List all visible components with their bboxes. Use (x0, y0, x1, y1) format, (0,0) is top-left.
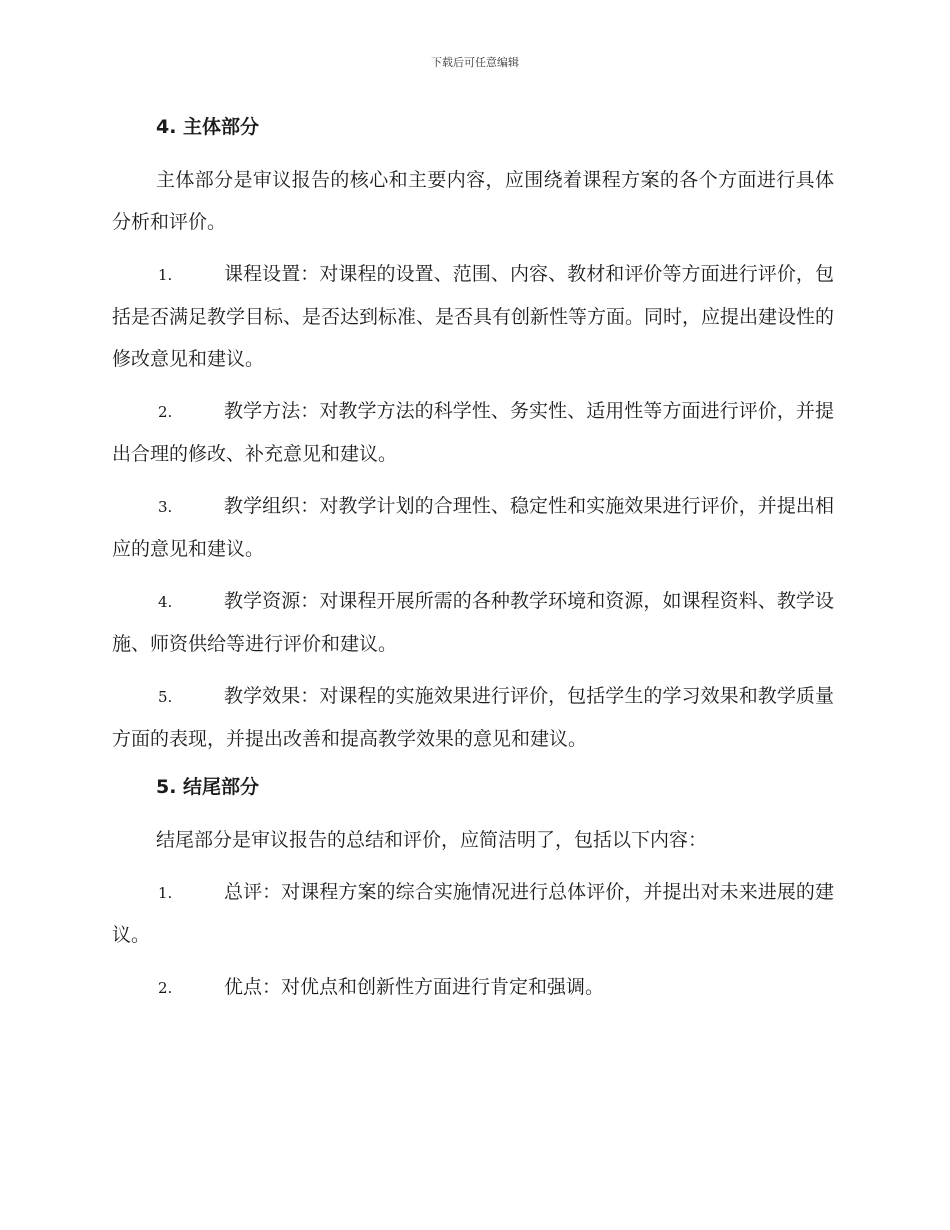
list-item (112, 485, 834, 570)
list-item-text: 教学方法：对教学方法的科学性、务实性、适用性等方面进行评价，并提出合理的修改、补充意见和建议。 (112, 400, 834, 465)
list-item (112, 966, 834, 1009)
list-number: 4. (158, 593, 173, 611)
list-number: 2. (158, 979, 173, 997)
section-main-body (112, 110, 834, 760)
section-intro: 主体部分是审议报告的核心和主要内容，应围绕着课程方案的各个方面进行具体分析和评价。 (112, 169, 834, 233)
list-item-text: 总评：对课程方案的综合实施情况进行总体评价，并提出对未来进展的建议。 (112, 881, 834, 946)
list-item-text: 优点：对优点和创新性方面进行肯定和强调。 (224, 976, 605, 998)
list-number: 3. (158, 498, 173, 516)
list-item-text: 课程设置：对课程的设置、范围、内容、教材和评价等方面进行评价，包括是否满足教学目标、是否达到标准、是否具有创新性等方面。同时，应提出建设性的修改意见和建议。 (112, 263, 835, 370)
list-item-text: 教学组织：对教学计划的合理性、稳定性和实施效果进行评价，并提出相应的意见和建议。 (112, 495, 834, 560)
list-item (112, 390, 834, 475)
list-number: 5. (158, 688, 173, 706)
list-item (112, 675, 834, 760)
section-heading: 5. 结尾部分 (156, 776, 260, 798)
list-number: 2. (158, 403, 173, 421)
list-item (112, 871, 834, 956)
section-intro: 结尾部分是审议报告的总结和评价，应简洁明了，包括以下内容： (156, 829, 708, 851)
list-number: 1. (158, 266, 173, 284)
list-item-text: 教学资源：对课程开展所需的各种教学环境和资源，如课程资料、教学设施、师资供给等进行评价和建议。 (112, 590, 834, 655)
document-body (112, 110, 834, 1019)
list-number: 1. (158, 884, 173, 902)
list-item (112, 253, 834, 380)
list-item-text: 教学效果：对课程的实施效果进行评价，包括学生的学习效果和教学质量方面的表现，并提出改善和提高教学效果的意见和建议。 (112, 685, 834, 750)
section-conclusion (112, 770, 834, 1009)
list-item (112, 580, 834, 665)
section-heading: 4. 主体部分 (156, 116, 260, 138)
page-header: 下载后可任意编辑 (431, 56, 519, 69)
